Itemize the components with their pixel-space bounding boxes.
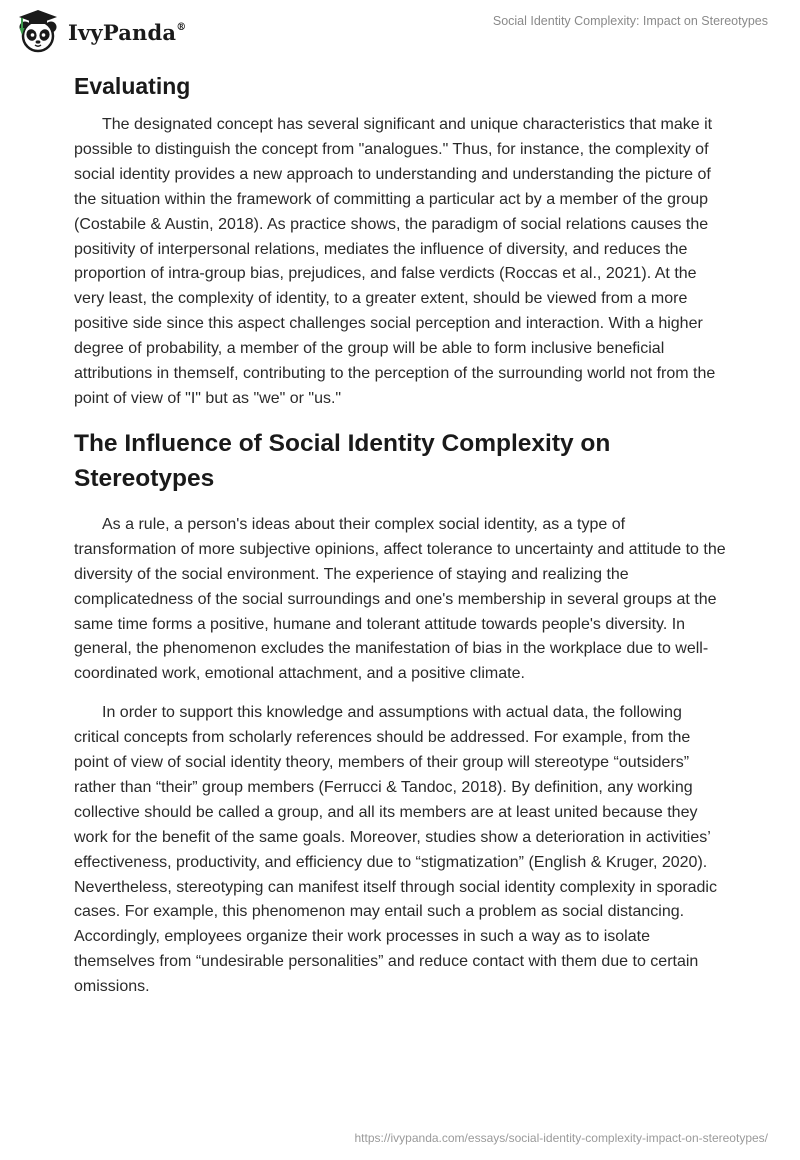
section-heading-evaluating: Evaluating [74,73,191,99]
paragraph: In order to support this knowledge and assumptions with actual data, the following critical concepts from scholarly references should be addressed. For example, from the point of view of social identity theory, members of their group will stereotype “outsiders” rather than “their” group members (Ferrucci & Tandoc, 2018). By definition, any working collective should be called a group, and all its members are at least united because they work for the benefit of the same goals. Moreover, studies show a deterioration in activities’ effectiveness, productivity, and efficiency due to “stigmatization” (English & Kruger, 2020). Nevertheless, stereotyping can manifest itself through social identity complexity in sporadic cases. For example, this phenomenon may entail such a problem as social distancing. Accordingly, employees organize their work processes in such a way as to isolate themselves from “undesirable personalities” and reduce contact with them due to certain omissions. [74,704,717,996]
panda-graduate-logo-icon [14,8,62,56]
page-header [0,0,800,62]
paragraph: As a rule, a person's ideas about their complex social identity, as a type of transformation of more subjective opinions, affect tolerance to uncertainty and attitude to the diversity of the social environment. The experience of staying and realizing the complicatedness of the social surroundings and one's membership in several groups at the same time forms a positive, humane and tolerant attitude towards people's diversity. In general, the phenomenon excludes the manifestation of bias in the workplace due to well-coordinated work, emotional attachment, and a positive climate. [74,515,726,683]
essay-content [74,70,728,1014]
registered-mark: ® [176,21,187,33]
brand-name: IvyPanda® [68,19,187,45]
paragraph: The designated concept has several significant and unique characteristics that make it possible to distinguish the concept from "analogues." Thus, for instance, the complexity of social identity provides a new approach to understanding and understanding the picture of the situation within the framework of committing a particular act by a member of the group (Costabile & Austin, 2018). As practice shows, the paradigm of social relations causes the positivity of interpersonal relations, mediates the influence of diversity, and reduces the proportion of intra-group bias, prejudices, and false verdicts (Roccas et al., 2021). At the very least, the complexity of identity, to a greater extent, should be viewed from a more positive side since this aspect challenges social perception and interaction. With a higher degree of probability, a member of the group will be able to form inclusive beneficial attributions in themself, contributing to the perception of the surrounding world not from the point of view of "I" but as "we" or "us." [74,116,716,407]
logo[interactable] [14,8,186,56]
section-heading-influence: The Influence of Social Identity Complexity on Stereotypes [74,429,611,492]
footer-url[interactable]: https://ivypanda.com/essays/social-identity-complexity-impact-on-stereotypes/ [354,1131,768,1145]
document-title: Social Identity Complexity: Impact on Stereotypes [492,14,768,28]
